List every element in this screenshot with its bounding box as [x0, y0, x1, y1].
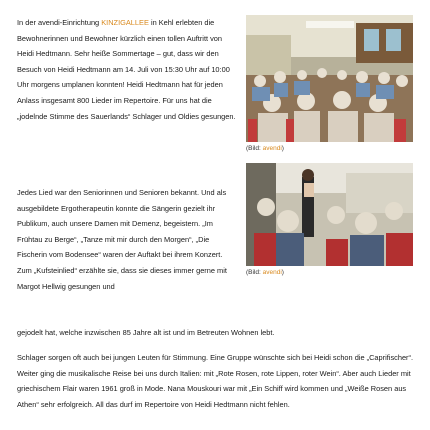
figure-singer-performing — [246, 163, 413, 276]
caption-source-link[interactable]: avendi — [262, 145, 282, 152]
intro-text-start: In der avendi-Einrichtung — [17, 18, 102, 27]
paragraph-intro — [17, 15, 239, 124]
paragraph-schlager: Schlager sorgen oft auch bei jungen Leuten für Stimmung. Eine Gruppe wünschte sich bei Heidi schon die „Caprifischer“. Weiter ging die musikalische Reise bei uns durch Italien: mit „Rote Rosen, rote Lippen, roter Wein“. Aber auch Lieder mit griechischem Flair waren 1961 groß in Mode. Nana Mouskouri war mit „Ein Schiff wird kommen und „Weiße Rosen aus Athen“ sehr erfolgreich. All das durf im Repertoire von Heidi Hedtmann nicht fehlen. — [17, 353, 414, 409]
figure-concert-audience — [246, 15, 413, 152]
audience-photo-illustration — [246, 15, 413, 142]
kinzigallee-link[interactable]: KINZIGALLEE — [101, 18, 149, 27]
singer-performing-photo — [246, 163, 413, 266]
paragraph-songs-continued: gejodelt hat, welche inzwischen 85 Jahre alt ist und im Betreuten Wohnen lebt. — [17, 328, 275, 337]
paragraph-songs: Jedes Lied war den Seniorinnen und Senioren bekannt. Und als ausgebildete Ergotherapeutin konnte die Sängerin gezielt ihr Publikum, auch unsere Damen mit Demenz, begeistern. „Im Frühtau zu Berge“, „Tanze mit mir durch den Morgen“, „Die Fischerin vom Bodensee“ waren der Auftakt bei ihrem Konzert. Zum „Kufsteinlied“ erzählte sie, dass sie dieses immer gerne mit Margot Hellwig gesungen und — [17, 188, 227, 291]
caption-source-link[interactable]: avendi — [262, 269, 282, 276]
figure-caption: (Bild: avendi) — [246, 145, 284, 152]
figure-caption: (Bild: avendi) — [246, 269, 284, 276]
intro-text-rest: in Kehl erlebten die Bewohnerinnen und Bewohner kürzlich einen tollen Auftritt von Heidi Hedtmann. Sehr heiße Sommertage – gut, dass wir den Besuch von Heidi Hedtmann am 14. Juli von 15:30 Uhr auf 10:00 Uhr morgens umplanen konnten! Heidi Hedtmann hat für jeden Anlass insgesamt 800 Lieder im Repertoire. Für uns hat die „jodelnde Stimme des Sauerlands“ Schlager und Oldies gesungen. — [17, 18, 236, 121]
concert-audience-photo — [246, 15, 413, 142]
singer-photo-illustration — [246, 163, 413, 266]
